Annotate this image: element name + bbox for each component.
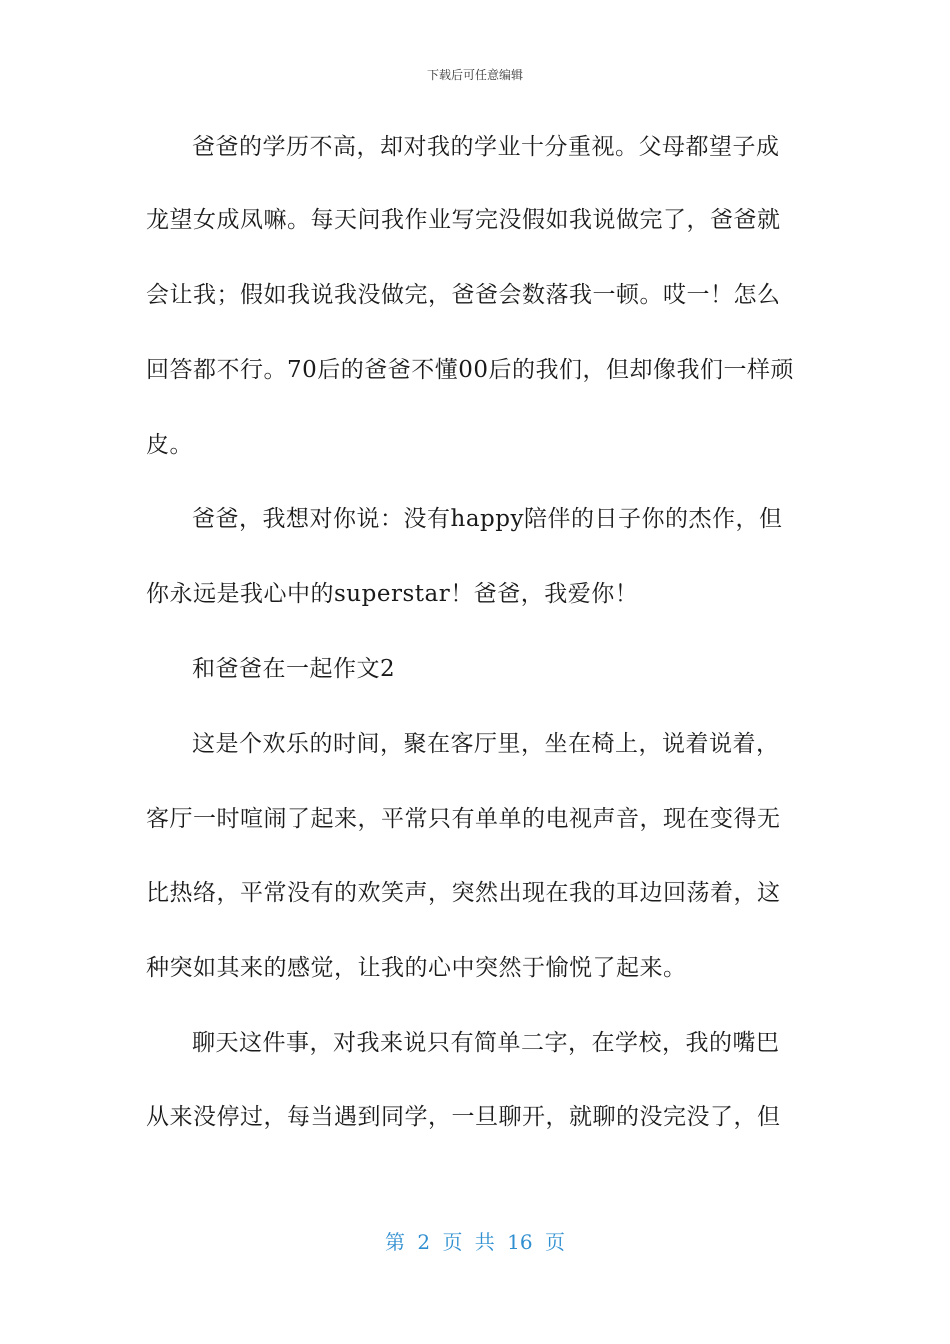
page-number: 第 2 页 共 16 页 [385,1230,565,1254]
body-line: 聊天这件事，对我来说只有简单二字，在学校，我的嘴巴 [192,1030,780,1056]
body-line: 种突如其来的感觉，让我的心中突然于愉悦了起来。 [146,955,687,981]
body-line: 从来没停过，每当遇到同学，一旦聊开，就聊的没完没了，但 [146,1104,781,1130]
body-line: 爸爸，我想对你说：没有happy陪伴的日子你的杰作，但 [192,506,783,532]
page-header-note: 下载后可任意编辑 [426,68,523,82]
body-line: 回答都不行。70后的爸爸不懂00后的我们，但却像我们一样顽 [146,357,795,383]
section-title: 和爸爸在一起作文2 [192,656,396,682]
body-line: 龙望女成凤嘛。每天问我作业写完没假如我说做完了，爸爸就 [146,207,781,233]
body-line: 这是个欢乐的时间，聚在客厅里，坐在椅上，说着说着， [192,731,780,757]
body-line: 你永远是我心中的superstar！爸爸，我爱你！ [146,581,639,607]
body-line: 会让我；假如我说我没做完，爸爸会数落我一顿。哎一！怎么 [146,282,781,308]
body-line: 客厅一时喧闹了起来，平常只有单单的电视声音，现在变得无 [146,806,781,832]
body-line: 爸爸的学历不高，却对我的学业十分重视。父母都望子成 [192,134,780,160]
body-line: 皮。 [146,432,193,458]
body-line: 比热络，平常没有的欢笑声，突然出现在我的耳边回荡着，这 [146,880,781,906]
